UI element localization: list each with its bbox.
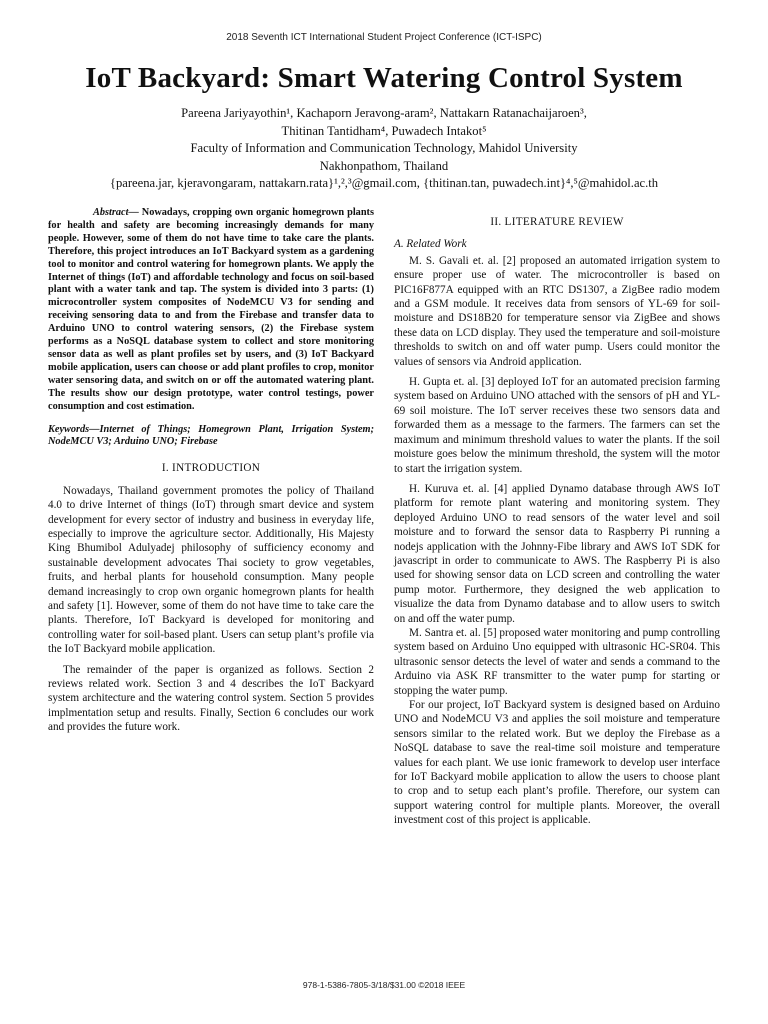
- abstract: [48, 207, 374, 414]
- paper-title: IoT Backyard: Smart Watering Control System: [85, 62, 683, 94]
- abstract-text: Nowadays, cropping own organic homegrown plants for health and safety are becoming increasingly demands for many people. However, some of them do not have time to take care the plants. Therefore, this project introduces an IoT Backyard system as a gardening tool to monitor and control watering for homegrown plants. We apply the Internet of things (IoT) and affordable technology and focus on soil-based plant with a water tank and tap. The system is divided into 3 parts: (1) microcontroller system composites of NodeMCU V3 for sending and receiving sensoring data to and from the Firebase and transfer data to Arduino UNO to control watering sensors, (2) the Firebase system performs as a NoSQL database system to collect and store monitoring sensor data as well as plant profiles set by users, and (3) IoT Backyard mobile application, users can choose or add plant profiles to crop, monitor water sensoring data, and switch on or off the automated watering plant. The results show our design prototype, water control testings, power consumption and cost estimation.: [48, 207, 374, 412]
- keywords: Keywords—Internet of Things; Homegrown Plant, Irrigation System; NodeMCU V3; Arduino UNO; Firebase: [48, 423, 374, 448]
- author-block: [0, 105, 768, 193]
- section-heading-literature-review: II. LITERATURE REVIEW: [490, 216, 624, 228]
- literature-paragraph-2: H. Gupta et. al. [3] deployed IoT for an automated precision farming system based on Arduino UNO attached with the sensors of pH and YL-69 soil moisture. The IoT server receives these two sensors data and forwarded them as a message to the farmers. The farmers can set the maximum and minimum threshold values to water the plants. If the soil moisture goes below the minimum threshold, the system will the motor to start the irrigation system.: [394, 376, 720, 475]
- intro-paragraph-1: Nowadays, Thailand government promotes the policy of Thailand 4.0 to drive Internet of things (IoT) through smart device and system development for every sector of industry and business in everyday life, especially to improve the agriculture sector. Additionally, His Majesty King Bhumibol Adulyadej philosophy of sufficiency economy and sustainable development advocates Thai society to grow vegetables, fruits, and herbal plants for household consumption. Many people demand increasingly to crop own organic homegrown plants for health and safety [1]. However, some of them do not have time to take care the plants. Therefore, IoT Backyard is developed for monitoring and controlling water for soil-based plant. Users can setup plant’s profile via the IoT Backyard mobile application.: [48, 484, 374, 656]
- copyright-footer: 978-1-5386-7805-3/18/$31.00 ©2018 IEEE: [302, 980, 466, 990]
- literature-paragraph-4: M. Santra et. al. [5] proposed water monitoring and pump controlling system based on Arduino Uno equipped with ultrasonic HC-SR04. This ultrasonic sensor detects the level of water and sends a command to the Arduino via ASK RF transmitter to the water pump for starting or stopping the water pump.: [394, 626, 720, 697]
- subsection-heading-related-work: A. Related Work: [394, 238, 467, 251]
- author-names-line2: Thitinan Tantidham⁴, Puwadech Intakot⁵: [281, 123, 487, 138]
- intro-paragraph-2: The remainder of the paper is organized as follows. Section 2 reviews related work. Section 3 and 4 describes the IoT Backyard system architecture and the watering control system. Section 5 provides implmentation setup and results. Finally, Section 6 concludes our work and provides the future work.: [48, 663, 374, 734]
- left-column: [48, 207, 374, 741]
- abstract-label: Abstract—: [93, 207, 139, 218]
- section-heading-introduction: I. INTRODUCTION: [161, 462, 261, 475]
- affiliation: Faculty of Information and Communication Technology, Mahidol University: [190, 141, 578, 155]
- literature-paragraph-1: M. S. Gavali et. al. [2] proposed an automated irrigation system to ensure proper use of water. The microcontroller is based on PIC16F877A equipped with an RTC DS1307, a ZigBee radio modem and a GSM module. It receives data from sensors of YL-69 for soil-moisture and DS18B20 for temperature sensor via ZigBee and shows these data on LCD display. They used the temperature and soil-moisture thresholds to switch on and off water pump. Users could monitor the values of sensors via Android application.: [394, 254, 720, 368]
- author-names-line1: Pareena Jariyayothin¹, Kachaporn Jeravong-aram², Nattakarn Ratanachaijaroen³,: [181, 106, 587, 120]
- location: Nakhonpathom, Thailand: [319, 158, 449, 173]
- author-emails: {pareena.jar, kjeravongaram, nattakarn.rata}¹,²,³@gmail.com, {thitinan.tan, puwadech.int}⁴,⁵@mahidol.ac.th: [109, 176, 659, 190]
- right-column: [394, 209, 720, 834]
- literature-paragraph-5: For our project, IoT Backyard system is designed based on Arduino UNO and NodeMCU V3 and applies the soil moisture and temperature sensors similar to the related work. But we deploy the Firebase as a NoSQL database to save the real-time soil moisture and temperature values for each plant. We use ionic framework to develop user interface for IoT Backyard mobile application to allow the users to choose plant to crop and to setup each plant’s profile. Therefore, our system can support watering control for multiple plants. Moreover, the overall investment cost of this project is applicable.: [394, 699, 720, 827]
- literature-paragraph-3: H. Kuruva et. al. [4] applied Dynamo database through AWS IoT platform for remote plant watering and monitoring system. They deployed Arduino UNO to read sensors of the water level and soil moisture and to forward the sensor data to Raspberry Pi running a nodejs application with the Johnny-Fibe library and AWS IoT SDK for javascript in order to communicate to AWS. The Raspberry Pi is also used for showing sensor data on LCD screen and controlling the water pump motor. Furthermore, they designed the web application to visualize the data from Dynamo database and to allow users to switch on and off the water pump.: [394, 482, 720, 625]
- conference-header: 2018 Seventh ICT International Student Project Conference (ICT-ISPC): [226, 32, 542, 43]
